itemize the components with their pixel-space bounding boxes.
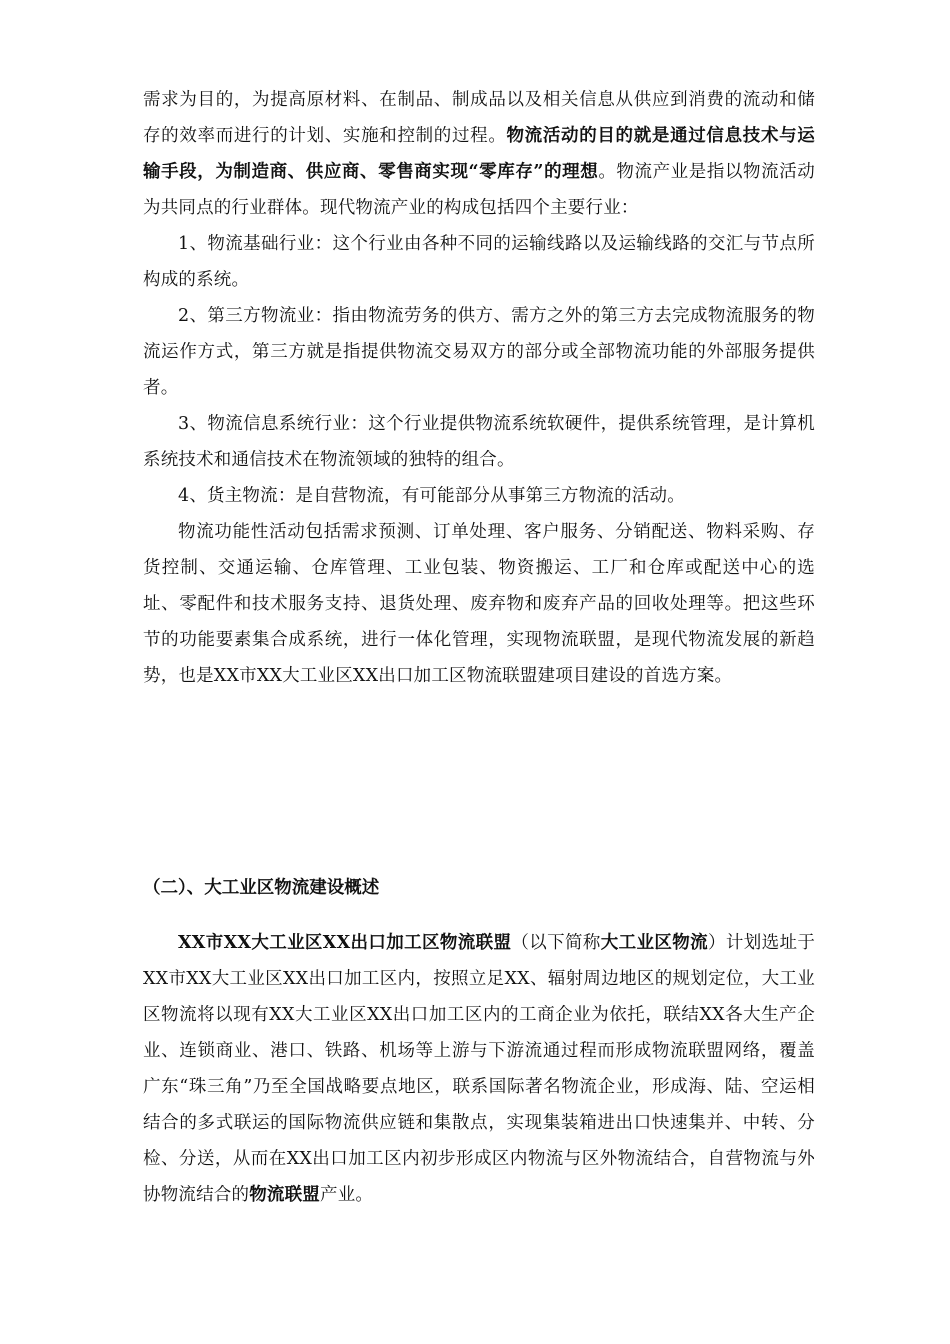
paragraph-industry-2: 2、第三方物流业：指由物流劳务的供方、需方之外的第三方去完成物流服务的物流运作方式，第三方就是指提供物流交易双方的部分或全部物流功能的外部服务提供者。 xyxy=(143,306,815,398)
definition-bold-text: 物流活动的目的就是通过信息技术与运输手段，为制造商、供应商、零售商实现“零库存”的理想 xyxy=(143,126,815,182)
definition-text-continued: 。物流产业是指以物流活动为共同点的行业群体。现代物流产业的构成包括四个主要行业： xyxy=(143,162,815,218)
logistics-overview-section xyxy=(143,82,815,694)
paragraph-industry-3: 3、物流信息系统行业：这个行业提供物流系统软硬件，提供系统管理，是计算机系统技术和通信技术在物流领域的独特的组合。 xyxy=(143,414,815,470)
paragraph-functional-activities: 物流功能性活动包括需求预测、订单处理、客户服务、分销配送、物料采购、存货控制、交通运输、仓库管理、工业包装、物资搬运、工厂和仓库或配送中心的选址、零配件和技术服务支持、退货处理、废弃物和废弃产品的回收处理等。把这些环节的功能要素集合成系统，进行一体化管理，实现物流联盟，是现代物流发展的新趋势，也是XX市XX大工业区XX出口加工区物流联盟建项目建设的首选方案。 xyxy=(143,522,815,686)
paragraph-logistics-definition xyxy=(143,82,815,226)
zone-text-b: ）计划选址于XX市XX大工业区XX出口加工区内，按照立足XX、辐射周边地区的规划定位，大工业区物流将以现有XX大工业区XX出口加工区内的工商企业为依托，联结XX各大生产企业、连锁商业、港口、铁路、机场等上游与下游流通过程而形成物流联盟网络，覆盖广东“珠三角”乃至全国战略要点地区，联系国际著名物流企业，形成海、陆、空运相结合的多式联运的国际物流供应链和集散点，实现集装箱进出口快速集并、中转、分检、分送，从而在XX出口加工区内初步形成区内物流与区外物流结合，自营物流与外协物流结合的 xyxy=(143,933,816,1205)
zone-name-bold: XX市XX大工业区XX出口加工区物流联盟 xyxy=(178,933,512,953)
zone-text-c: 产业。 xyxy=(320,1185,374,1205)
zone-text-a: （以下简称 xyxy=(511,933,601,953)
zone-short-name-bold: 大工业区物流 xyxy=(600,933,708,953)
paragraph-industry-1: 1、物流基础行业：这个行业由各种不同的运输线路以及运输线路的交汇与节点所构成的系统。 xyxy=(143,234,815,290)
paragraph-industry-4: 4、货主物流：是自营物流，有可能部分从事第三方物流的活动。 xyxy=(178,486,685,506)
industrial-zone-logistics-section xyxy=(143,925,815,1213)
logistics-alliance-bold: 物流联盟 xyxy=(249,1185,321,1205)
paragraph-zone-overview xyxy=(143,925,815,1213)
definition-text: 需求为目的，为提高原材料、在制品、制成品以及相关信息从供应到消费的流动和储存的效率而进行的计划、实施和控制的过程。 xyxy=(143,90,815,146)
section-heading: （二）、大工业区物流建设概述 xyxy=(143,878,380,898)
